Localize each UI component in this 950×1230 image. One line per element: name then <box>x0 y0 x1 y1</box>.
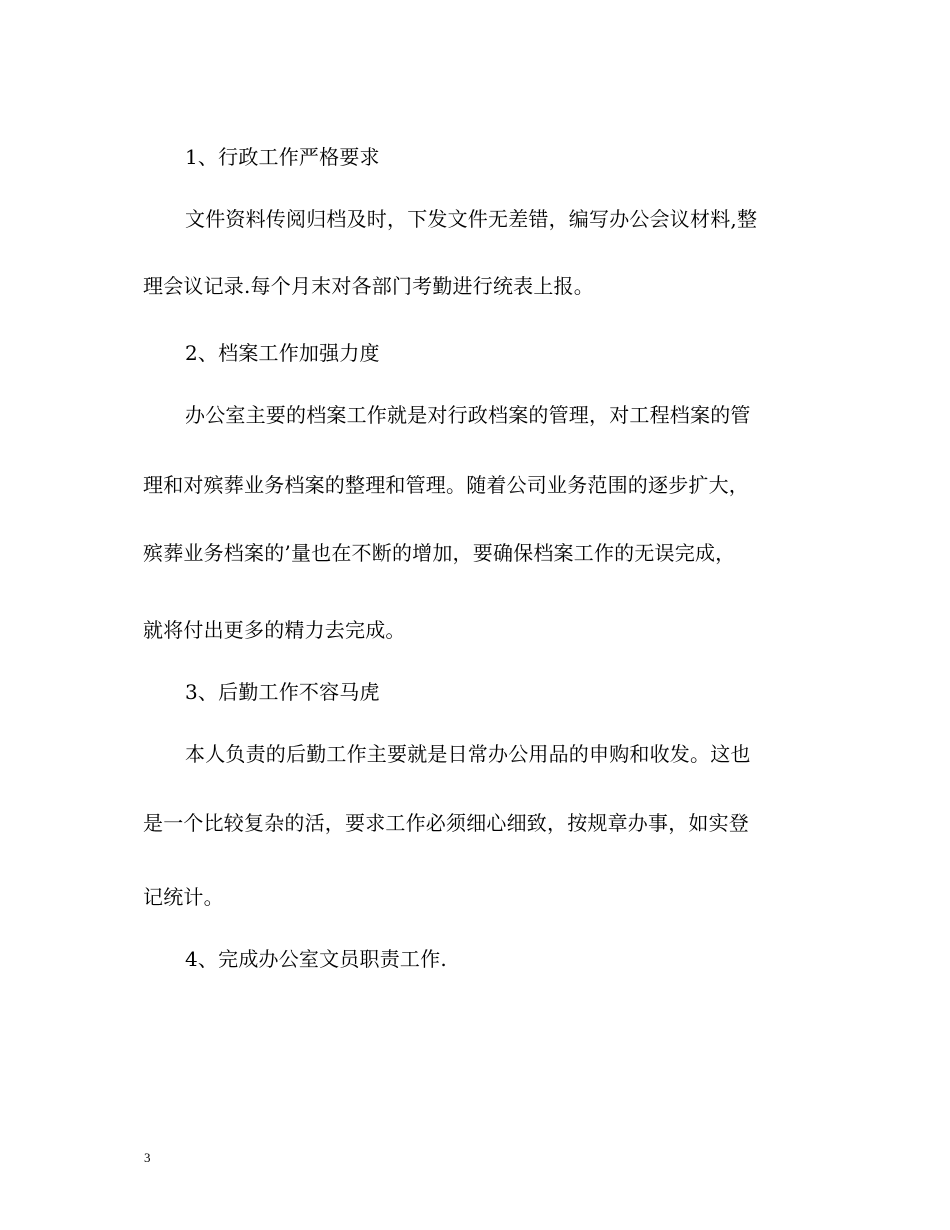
section-heading-3: 3、后勤工作不容马虎 <box>185 680 380 704</box>
paragraph-line: 就将付出更多的精力去完成。 <box>143 618 406 642</box>
paragraph-line: 本人负责的后勤工作主要就是日常办公用品的申购和收发。这也 <box>185 742 751 766</box>
paragraph-line: 文件资料传阅归档及时，下发文件无差错，编写办公会议材料,整 <box>185 207 758 231</box>
section-heading-2: 2、档案工作加强力度 <box>185 341 380 365</box>
paragraph-line: 记统计。 <box>143 885 224 909</box>
section-heading-1: 1、行政工作严格要求 <box>185 145 380 169</box>
section-heading-4: 4、完成办公室文员职责工作. <box>185 947 447 971</box>
paragraph-line: 办公室主要的档案工作就是对行政档案的管理，对工程档案的管 <box>185 403 751 427</box>
paragraph-line: 理会议记录.每个月末对各部门考勤进行统表上报。 <box>143 274 594 298</box>
paragraph-line: 理和对殡葬业务档案的整理和管理。随着公司业务范围的逐步扩大， <box>143 473 749 497</box>
paragraph-line: 殡葬业务档案的’量也在不断的增加，要确保档案工作的无误完成， <box>143 541 736 565</box>
paragraph-line: 是一个比较复杂的活，要求工作必须细心细致，按规章办事，如实登 <box>143 811 749 835</box>
page-number: 3 <box>144 1150 151 1165</box>
